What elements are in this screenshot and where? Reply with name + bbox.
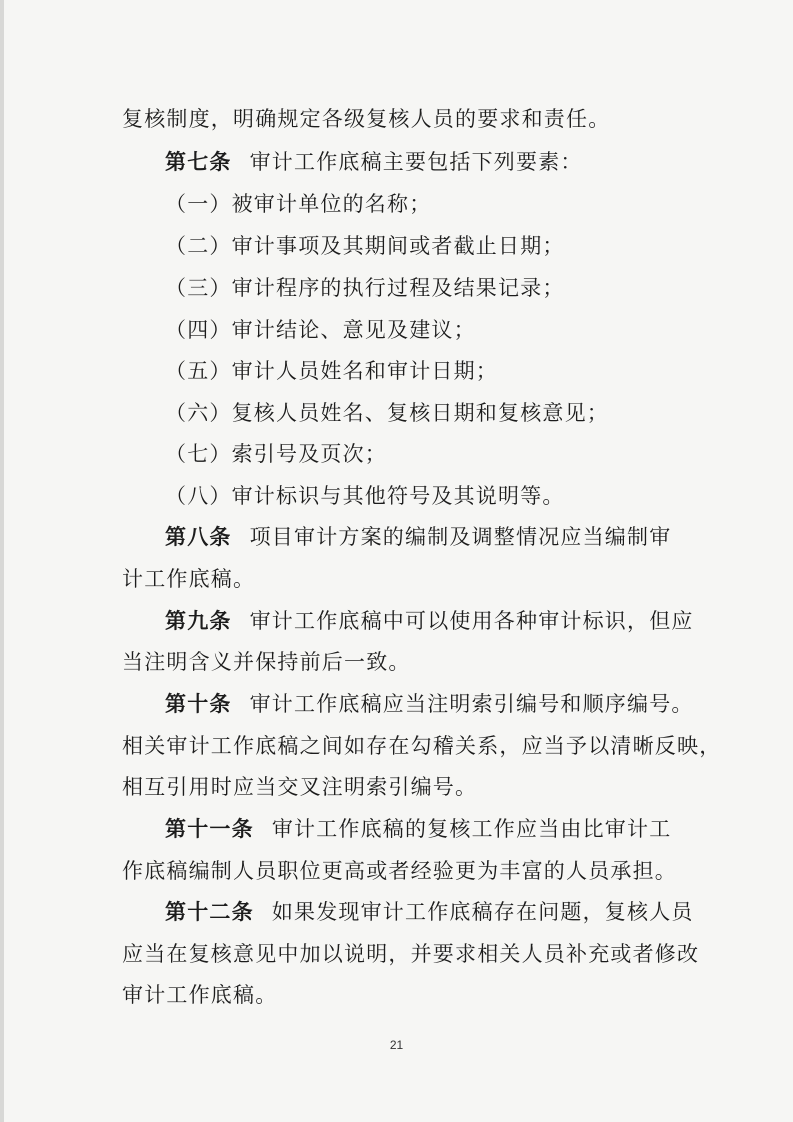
article-label: 第九条 [165,609,232,633]
scan-edge [0,0,4,1122]
article-11: 第十一条 审计工作底稿的复核工作应当由比审计工 [165,817,672,841]
article-9: 第九条 审计工作底稿中可以使用各种审计标识，但应 [165,609,694,633]
list-item: （三）审计程序的执行过程及结果记录； [165,276,565,300]
article-label: 第十二条 [165,900,254,924]
article-label: 第八条 [165,525,232,549]
article-label: 第七条 [165,150,232,174]
text-line: 应当在复核意见中加以说明，并要求相关人员补充或者修改 [122,942,700,966]
list-item: （七）索引号及页次； [165,442,387,466]
article-8: 第八条 项目审计方案的编制及调整情况应当编制审 [165,525,672,549]
text-line: 审计工作底稿。 [122,983,278,1007]
text-line: 计工作底稿。 [122,567,256,591]
text-line: 相关审计工作底稿之间如存在勾稽关系，应当予以清晰反映， [122,734,722,758]
list-item: （四）审计结论、意见及建议； [165,318,476,342]
text-line: 当注明含义并保持前后一致。 [122,650,411,674]
article-label: 第十一条 [165,817,254,841]
article-10: 第十条 审计工作底稿应当注明索引编号和顺序编号。 [165,692,694,716]
list-item: （二）审计事项及其期间或者截止日期； [165,234,565,258]
list-item: （六）复核人员姓名、复核日期和复核意见； [165,401,609,425]
article-12: 第十二条 如果发现审计工作底稿存在问题，复核人员 [165,900,694,924]
article-label: 第十条 [165,692,232,716]
text-line: 作底稿编制人员职位更高或者经验更为丰富的人员承担。 [122,859,677,883]
text-line: 复核制度，明确规定各级复核人员的要求和责任。 [122,107,611,131]
list-item: （一）被审计单位的名称； [165,192,432,216]
text-line: 相互引用时应当交叉注明索引编号。 [122,775,478,799]
page-number: 21 [389,1038,404,1052]
list-item: （八）审计标识与其他符号及其说明等。 [165,484,565,508]
list-item: （五）审计人员姓名和审计日期； [165,359,498,383]
article-7-heading: 第七条 审计工作底稿主要包括下列要素： [165,150,583,174]
